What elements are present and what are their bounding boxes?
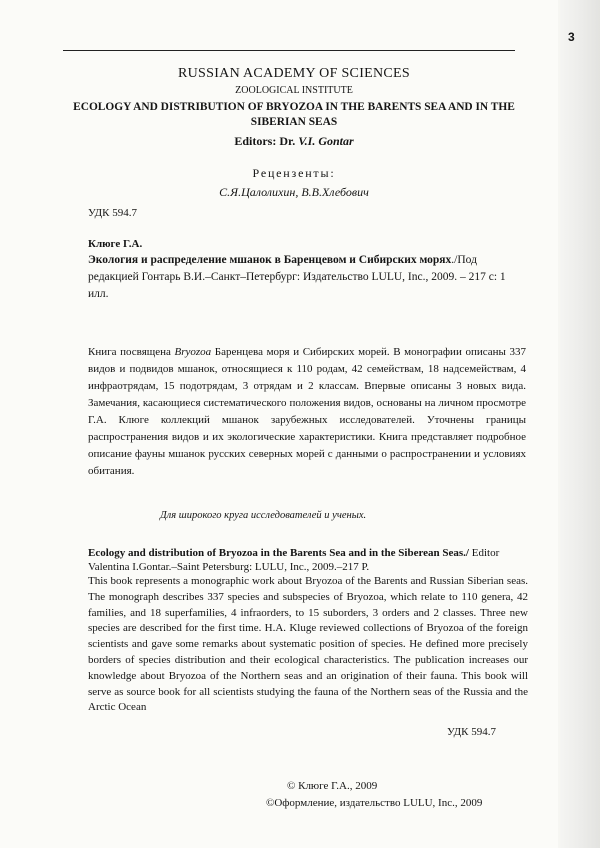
page-number: 3 [568, 30, 575, 44]
author-name: Клюге Г.А. [88, 238, 143, 250]
audience-note: Для широкого круга исследователей и ученых. [160, 510, 367, 521]
abstract-russian [88, 344, 526, 480]
citation-english-details: Editor Valentina I.Gontar.–Saint Petersburg: LULU, Inc., 2009.–217 P. [88, 547, 500, 573]
copyright-publisher: ©Оформление, издательство LULU, Inc., 2009 [266, 797, 483, 809]
abstract-russian-body: Баренцева моря и Сибирских морей. В монографии описаны 337 видов и подвидов мшанок, относящиеся к 110 родам, 42 семействам, 18 надсемействам, 4 инфраотрядам, 15 подотрядам, 3 отрядам и 2 классам. Впервые описаны 3 новых вида. Замечания, касающиеся систематического положения видов, основаны на личном просмотре Г.А. Клюге коллекций мшанок зарубежных исследователей. Уточнены границы распространения видов и их экологические характеристики. Книга представляет подробное описание фауны мшанок русских северных морей с данными о распространении и условиях обитания. [88, 346, 527, 477]
copyright-author: © Клюге Г.А., 2009 [287, 780, 378, 792]
abstract-russian-start: Книга посвящена [88, 346, 175, 358]
editors-label: Editors: Dr. [234, 134, 299, 148]
institution-name: RUSSIAN ACADEMY OF SCIENCES [177, 66, 410, 81]
reviewers-names: С.Я.Цалолихин, В.В.Хлебович [219, 185, 369, 199]
abstract-english: This book represents a monographic work about Bryozoa of the Barents and Russian Siberian seas. The monograph describes 337 species and subspecies of Bryozoa, which relate to 110 genera, 42 families, and 18 superfamilies, 4 infraorders, to 15 suborders, 3 orders and 2 classes. Three new species are described for the first time. H.A. Kluge reviewed collections of Bryozoa of the foreign scientists and gave some remarks about systematic position of species. He defined more precisely borders of species distribution and their ecological characteristics. The publication increases our knowledge about Bryozoa of the Northern seas and an origination of their fauna. This book will serve as source book for all scientists studying the fauna of the Northern seas of the Russia and the Arctic Ocean [88, 575, 528, 714]
citation-russian-details: ./Под редакцией Гонтарь В.И.–Санкт–Петербург: Издательство LULU, Inc., 2009. – 217 с: 1 илл. [88, 254, 506, 300]
reviewers-label: Рецензенты: [252, 166, 336, 180]
header-rule [63, 50, 515, 51]
page-edge-shadow [558, 0, 600, 848]
udk-code-bottom: УДК 594.7 [447, 726, 497, 738]
citation-english-title: Ecology and distribution of Bryozoa in the Barents Sea and in the Siberean Seas./ [88, 547, 469, 559]
abstract-russian-taxon: Bryozoa [174, 346, 212, 358]
citation-russian [88, 252, 528, 303]
book-title-english [60, 100, 528, 130]
editors-name: V.I. Gontar [298, 134, 354, 148]
udk-code-top: УДК 594.7 [88, 207, 138, 219]
sub-institution-name: ZOOLOGICAL INSTITUTE [235, 85, 353, 96]
editors-line [60, 134, 528, 149]
book-title-line-1: ECOLOGY AND DISTRIBUTION OF BRYOZOA IN THE BARENTS SEA AND IN THE [73, 101, 515, 113]
book-title-line-2: SIBERIAN SEAS [250, 116, 338, 128]
citation-russian-title: Экология и распределение мшанок в Баренцевом и Сибирских морях [88, 254, 452, 266]
citation-english [88, 546, 528, 574]
